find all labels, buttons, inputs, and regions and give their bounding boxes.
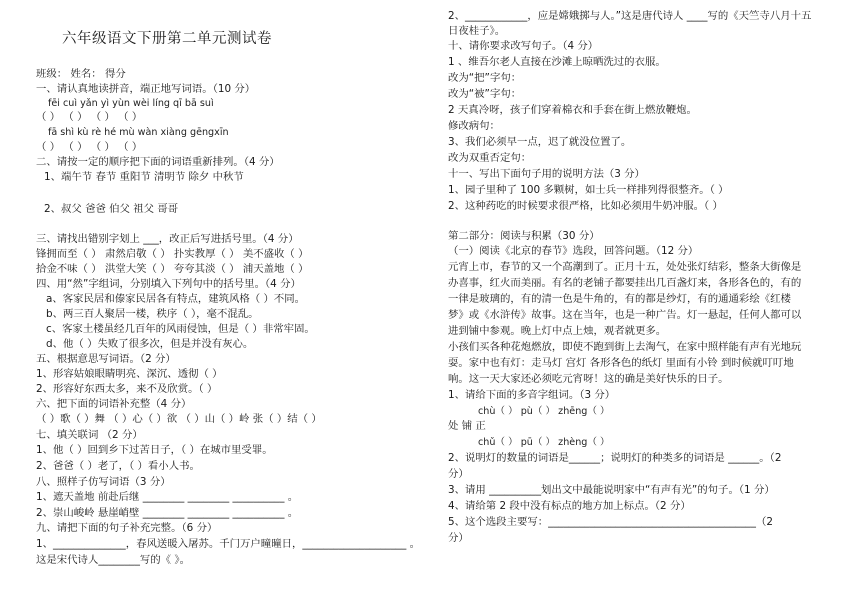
text-line: 日夜桂子》。 <box>448 25 506 37</box>
text-line: 锋拥而至（ ） 肃然启敬（ ） 扑实教厚（ ） 美不盛收（ ） <box>36 248 309 260</box>
text-line: （ ） （ ） （ ） （ ） <box>36 111 143 123</box>
pinyin-row: fā shì kù rè hé mù wàn xiàng gēngxīn <box>48 127 229 138</box>
text-line: 三、请找出错别字划上 ___，改正后写进括号里。（4 分） <box>36 233 299 245</box>
text-line: 3、我们必须早一点，迟了就没位置了。 <box>448 136 632 148</box>
text-line: c、客家土楼虽经几百年的风雨侵蚀，但是（ ）非常牢固。 <box>46 323 315 335</box>
text-line: 五、根据意思写词语。（2 分） <box>36 353 176 365</box>
text-line: 5、这个选段主要写：________________________________________（2 <box>448 516 773 528</box>
text-line: 一、请认真地读拼音，端正地写词语。（10 分） <box>36 83 256 95</box>
text-line: 改为“被”字句： <box>448 88 522 100</box>
pinyin-row: chù（ ） pù（ ） zhēng（ ） <box>478 406 610 417</box>
text-line: 分） <box>448 468 469 480</box>
text-line: （ ） （ ） （ ） （ ） <box>36 141 143 153</box>
text-line: 办喜事，红火而美丽。有名的老铺子都要挂出几百盏灯来，各形各色的，有的 <box>448 277 802 289</box>
text-line: （ ）歌（ ）舞 （ ）心（ ）欲 （ ）山（ ）岭 张（ ）结（ ） <box>36 413 322 425</box>
text-line: 班级： 姓名： 得分 <box>36 68 126 80</box>
text-line: 改为“把”字句： <box>448 72 522 84</box>
text-line: 2、爸爸（ ）老了，（ ）看小人书。 <box>36 460 200 472</box>
text-line: 一律是玻璃的，有的清一色是牛角的，有的都是纱灯，有的通通彩绘《红楼 <box>448 293 791 305</box>
text-line: 4、请给第 2 段中没有标点的地方加上标点。（2 分） <box>448 500 691 512</box>
text-line: 2、____________，应是嫦娥掷与人。”这是唐代诗人 ____写的《天竺寺八月十五 <box>448 10 812 22</box>
text-line: 二、请按一定的顺序把下面的词语重新排列。（4 分） <box>36 156 280 168</box>
text-line: 拾金不味（ ） 洪堂大笑（ ） 夸夸其淡（ ） 浦天盖地（ ） <box>36 263 309 275</box>
text-line: 六、把下面的词语补充整（4 分） <box>36 398 192 410</box>
text-line: 2、形容好东西太多，来不及欣赏。（ ） <box>36 383 218 395</box>
text-line: 1、请给下面的多音字组词。（3 分） <box>448 389 616 401</box>
text-line: 2、说明灯的数量的词语是______；说明灯的种类多的词语是 ______。（2 <box>448 452 782 464</box>
text-line: 2、崇山峻岭 悬崖峭壁 ________ ________ __________ 。 <box>36 507 299 519</box>
text-line: 进到铺中参观。晚上灯中点上烛，观者就更多。 <box>448 325 667 337</box>
text-line: 梦》或《水浒传》故事。这在当年，也是一种广告。灯一悬起，任何人都可以 <box>448 309 802 321</box>
text-line: a、客家民居和傣家民居各有特点，建筑风格（ ）不同。 <box>46 293 306 305</box>
text-line: 2 天真冷呀，孩子们穿着棉衣和手套在街上燃放鞭炮。 <box>448 104 697 116</box>
text-line: （一）阅读《北京的春节》选段，回答问题。（12 分） <box>448 245 699 257</box>
pinyin-row: chǔ（ ） pū（ ） zhèng（ ） <box>478 437 610 448</box>
text-line: 修改病句： <box>448 120 500 132</box>
text-line: 2、叔父 爸爸 伯父 祖父 哥哥 <box>44 203 179 215</box>
text-line: 改为双重否定句： <box>448 152 532 164</box>
text-line: 1、端午节 春节 重阳节 清明节 除夕 中秋节 <box>44 171 244 183</box>
text-line: 这是宋代诗人________写的《 》。 <box>36 554 190 566</box>
text-line: 处 铺 正 <box>448 420 486 432</box>
text-line: 2、这种药吃的时候要求很严格，比如必须用牛奶冲服。（ ） <box>448 200 723 212</box>
text-line: 八、照样子仿写词语（3 分） <box>36 476 171 488</box>
text-line: 四、用“然”字组词，分别填入下列句中的括号里。（4 分） <box>36 278 301 290</box>
text-line: 耍。家中也有灯：走马灯 宫灯 各形各色的纸灯 里面有小铃 到时候就叮叮地 <box>448 357 794 369</box>
text-line: b、两三百人聚居一楼，秩序（ ），毫不混乱。 <box>46 308 259 320</box>
text-line: 十一、写出下面句子用的说明方法（3 分） <box>448 168 645 180</box>
exam-title: 六年级语文下册第二单元测试卷 <box>62 31 272 47</box>
pinyin-row: fēi cuì yǎn yì yùn wèi líng qī bā suì <box>48 98 214 109</box>
text-line: 元宵上市，春节的又一个高潮到了。正月十五，处处张灯结彩，整条大街像是 <box>448 261 802 273</box>
text-line: 3、请用 __________划出文中最能说明家中“有声有光”的句子。（1 分） <box>448 484 775 496</box>
text-line: 1、他（ ）回到乡下过苦日子，（ ）在城市里受罪。 <box>36 444 273 456</box>
text-line: 九、请把下面的句子补充完整。（6 分） <box>36 522 218 534</box>
text-line: 七、填关联词 （2 分） <box>36 429 143 441</box>
text-line: 1 、维吾尔老人直接在沙滩上晾晒洗过的衣服。 <box>448 56 666 68</box>
text-line: 1、遮天盖地 前赴后继 ________ ________ __________ 。 <box>36 491 299 503</box>
text-line: 分） <box>448 532 469 544</box>
text-line: 1、园子里种了 100 多颗树，如士兵一样排列得很整齐。（ ） <box>448 184 729 196</box>
text-line: 十、请你要求改写句子。（4 分） <box>448 40 599 52</box>
text-line: 小孩们买各种花炮燃放，即使不跑到街上去淘气，在家中照样能有声有光地玩 <box>448 341 802 353</box>
text-line: d、他（ ）失败了很多次，但是并没有灰心。 <box>46 338 254 350</box>
text-line: 第二部分：阅读与积累（30 分） <box>448 230 600 242</box>
text-line: 响。这一天大家还必须吃元宵呀！这的确是美好快乐的日子。 <box>448 373 729 385</box>
text-line: 1、______________，春风送暖入屠苏。千门万户曈曈日，____________________ 。 <box>36 538 420 550</box>
text-line: 1、形容姑娘眼睛明亮、深沉、透彻（ ） <box>36 368 223 380</box>
